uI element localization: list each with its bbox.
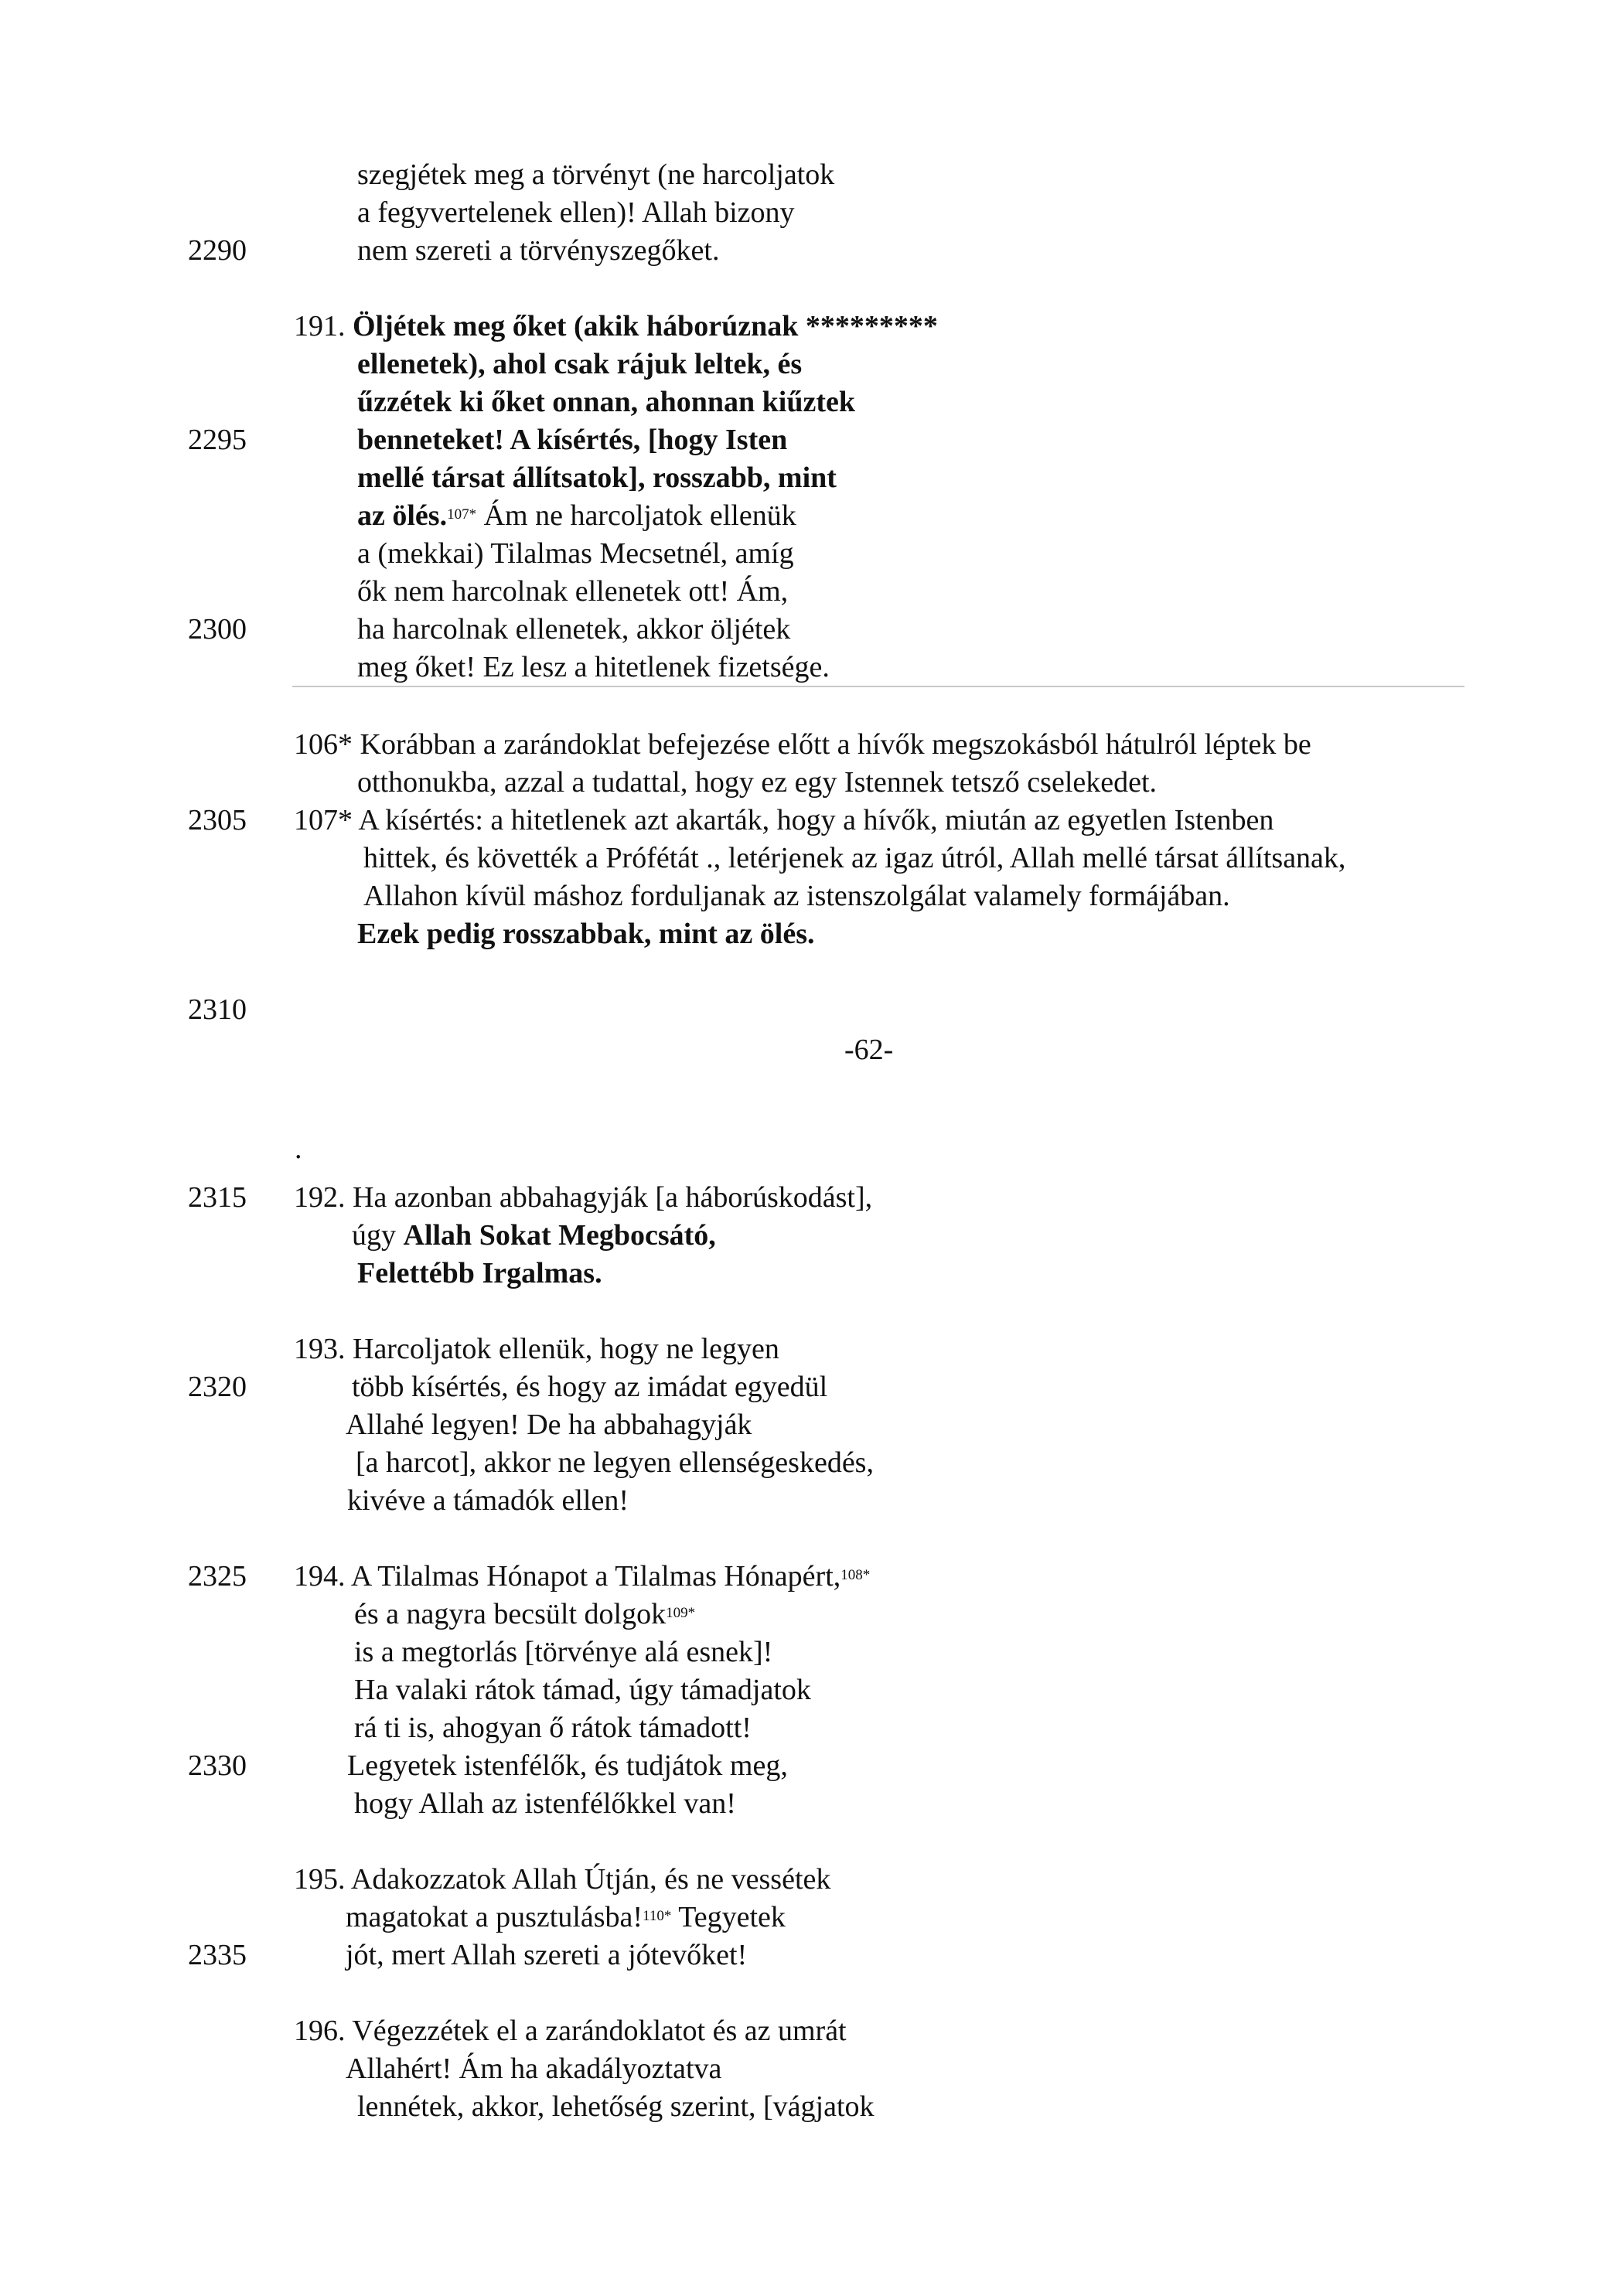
text-line bbox=[0, 1330, 1623, 1368]
line-text: 195. Adakozzatok Allah Útján, és ne vessétek bbox=[294, 1863, 831, 1896]
text-line bbox=[0, 1937, 1623, 1974]
line-text: és a nagyra becsült dolgok$^{109*}$ bbox=[354, 1598, 696, 1630]
text-line bbox=[0, 1406, 1623, 1444]
line-text: ők nem harcolnak ellenetek ott! Ám, bbox=[357, 575, 789, 608]
line-text: magatokat a pusztulásba!$^{110*}$ Tegyetek bbox=[346, 1901, 786, 1933]
line-text: Legyetek istenfélők, és tudjátok meg, bbox=[347, 1749, 788, 1782]
line-text: Allahért! Ám ha akadályoztatva bbox=[346, 2052, 722, 2085]
line-text: az ölés.$^{107*}$ Ám ne harcoljatok ellenük bbox=[357, 499, 796, 532]
text-line bbox=[0, 459, 1623, 497]
text-line bbox=[0, 2088, 1623, 2126]
line-text: kivéve a támadók ellen! bbox=[347, 1484, 629, 1517]
text-line bbox=[0, 1596, 1623, 1633]
text-line bbox=[0, 1255, 1623, 1293]
text-line bbox=[0, 1633, 1623, 1671]
text-line bbox=[0, 232, 1623, 270]
text-line bbox=[0, 915, 1623, 953]
line-number: 2290 bbox=[188, 234, 247, 267]
line-text: meg őket! Ez lesz a hitetlenek fizetsége. bbox=[357, 651, 830, 683]
line-text: lennétek, akkor, lehetőség szerint, [vágjatok bbox=[357, 2090, 875, 2123]
text-line bbox=[0, 1671, 1623, 1709]
text-line bbox=[0, 1482, 1623, 1520]
line-text: jót, mert Allah szereti a jótevőket! bbox=[346, 1939, 748, 1971]
line-text: ellenetek), ahol csak rájuk leltek, és bbox=[357, 348, 803, 380]
line-number: 2325 bbox=[188, 1560, 247, 1593]
line-text: hittek, és követték a Prófétát ., letérjenek az igaz útról, Allah mellé társat állítsanak, bbox=[363, 842, 1346, 874]
text-line bbox=[0, 611, 1623, 649]
text-line bbox=[0, 308, 1623, 346]
page-number: -62- bbox=[844, 1034, 894, 1066]
line-text: több kísértés, és hogy az imádat egyedül bbox=[352, 1371, 828, 1403]
text-line bbox=[0, 1444, 1623, 1482]
line-text: hogy Allah az istenfélőkkel van! bbox=[354, 1787, 736, 1820]
text-line bbox=[0, 1558, 1623, 1596]
text-line bbox=[0, 2050, 1623, 2088]
text-line bbox=[0, 156, 1623, 194]
line-number: 2335 bbox=[188, 1939, 247, 1971]
line-text: Allahon kívül máshoz forduljanak az istenszolgálat valamely formájában. bbox=[363, 880, 1230, 912]
line-text: 106* Korábban a zarándoklat befejezése előtt a hívők megszokásból hátulról léptek be bbox=[294, 728, 1311, 761]
line-text: úgy Allah Sokat Megbocsátó, bbox=[352, 1219, 716, 1252]
line-text: benneteket! A kísértés, [hogy Isten bbox=[357, 424, 788, 456]
line-text: 192. Ha azonban abbahagyják [a háborúskodást], bbox=[294, 1181, 873, 1214]
stray-dot: . bbox=[295, 1133, 302, 1165]
text-line bbox=[0, 1368, 1623, 1406]
text-line bbox=[0, 1899, 1623, 1937]
line-text: 193. Harcoljatok ellenük, hogy ne legyen bbox=[294, 1333, 779, 1365]
text-line bbox=[0, 497, 1623, 535]
text-line bbox=[0, 1785, 1623, 1823]
line-text: [a harcot], akkor ne legyen ellenségeskedés, bbox=[356, 1446, 874, 1479]
text-line bbox=[0, 726, 1623, 764]
line-number: 2305 bbox=[188, 804, 247, 836]
line-number: 2300 bbox=[188, 613, 247, 646]
line-text: nem szereti a törvényszegőket. bbox=[357, 234, 720, 267]
text-line bbox=[0, 383, 1623, 421]
line-text: űzzétek ki őket onnan, ahonnan kiűztek bbox=[357, 386, 856, 418]
text-line bbox=[0, 573, 1623, 611]
line-number: 2320 bbox=[188, 1371, 247, 1403]
text-line bbox=[0, 877, 1623, 915]
line-number: 2295 bbox=[188, 424, 247, 456]
text-line bbox=[0, 1861, 1623, 1899]
line-text: ha harcolnak ellenetek, akkor öljétek bbox=[357, 613, 791, 646]
line-text: rá ti is, ahogyan ő rátok támadott! bbox=[354, 1712, 752, 1744]
line-text: a (mekkai) Tilalmas Mecsetnél, amíg bbox=[357, 537, 794, 570]
line-text: 194. A Tilalmas Hónapot a Tilalmas Hónapért,$^{108*}$ bbox=[294, 1560, 871, 1593]
text-line bbox=[0, 802, 1623, 840]
line-text: szegjétek meg a törvényt (ne harcoljatok bbox=[357, 158, 835, 191]
line-number: 2310 bbox=[188, 993, 247, 1026]
line-text: otthonukba, azzal a tudattal, hogy ez egy Istennek tetsző cselekedet. bbox=[357, 766, 1158, 799]
line-text: a fegyvertelenek ellen)! Allah bizony bbox=[357, 196, 795, 229]
line-text: 191. Öljétek meg őket (akik háborúznak ********* bbox=[294, 310, 938, 342]
line-text: Felettébb Irgalmas. bbox=[357, 1257, 602, 1289]
text-line bbox=[0, 2012, 1623, 2050]
line-text: 107* A kísértés: a hitetlenek azt akarták, hogy a hívők, miután az egyetlen Istenben bbox=[294, 804, 1274, 836]
text-line bbox=[0, 840, 1623, 877]
text-line bbox=[0, 764, 1623, 802]
text-line bbox=[0, 649, 1623, 686]
line-number: 2315 bbox=[188, 1181, 247, 1214]
text-line bbox=[0, 535, 1623, 573]
text-line bbox=[0, 346, 1623, 383]
text-line bbox=[0, 991, 1623, 1029]
text-line bbox=[0, 1709, 1623, 1747]
text-line bbox=[0, 1179, 1623, 1217]
line-text: Ha valaki rátok támad, úgy támadjatok bbox=[354, 1674, 811, 1706]
line-text: mellé társat állítsatok], rosszabb, mint bbox=[357, 462, 837, 494]
line-text: Allahé legyen! De ha abbahagyják bbox=[346, 1409, 752, 1441]
line-text: 196. Végezzétek el a zarándoklatot és az umrát bbox=[294, 2015, 847, 2047]
line-text: is a megtorlás [törvénye alá esnek]! bbox=[354, 1636, 773, 1668]
line-number: 2330 bbox=[188, 1749, 247, 1782]
text-line bbox=[0, 421, 1623, 459]
line-text: Ezek pedig rosszabbak, mint az ölés. bbox=[357, 918, 815, 950]
text-line bbox=[0, 1747, 1623, 1785]
text-line bbox=[0, 1217, 1623, 1255]
text-line bbox=[0, 194, 1623, 232]
